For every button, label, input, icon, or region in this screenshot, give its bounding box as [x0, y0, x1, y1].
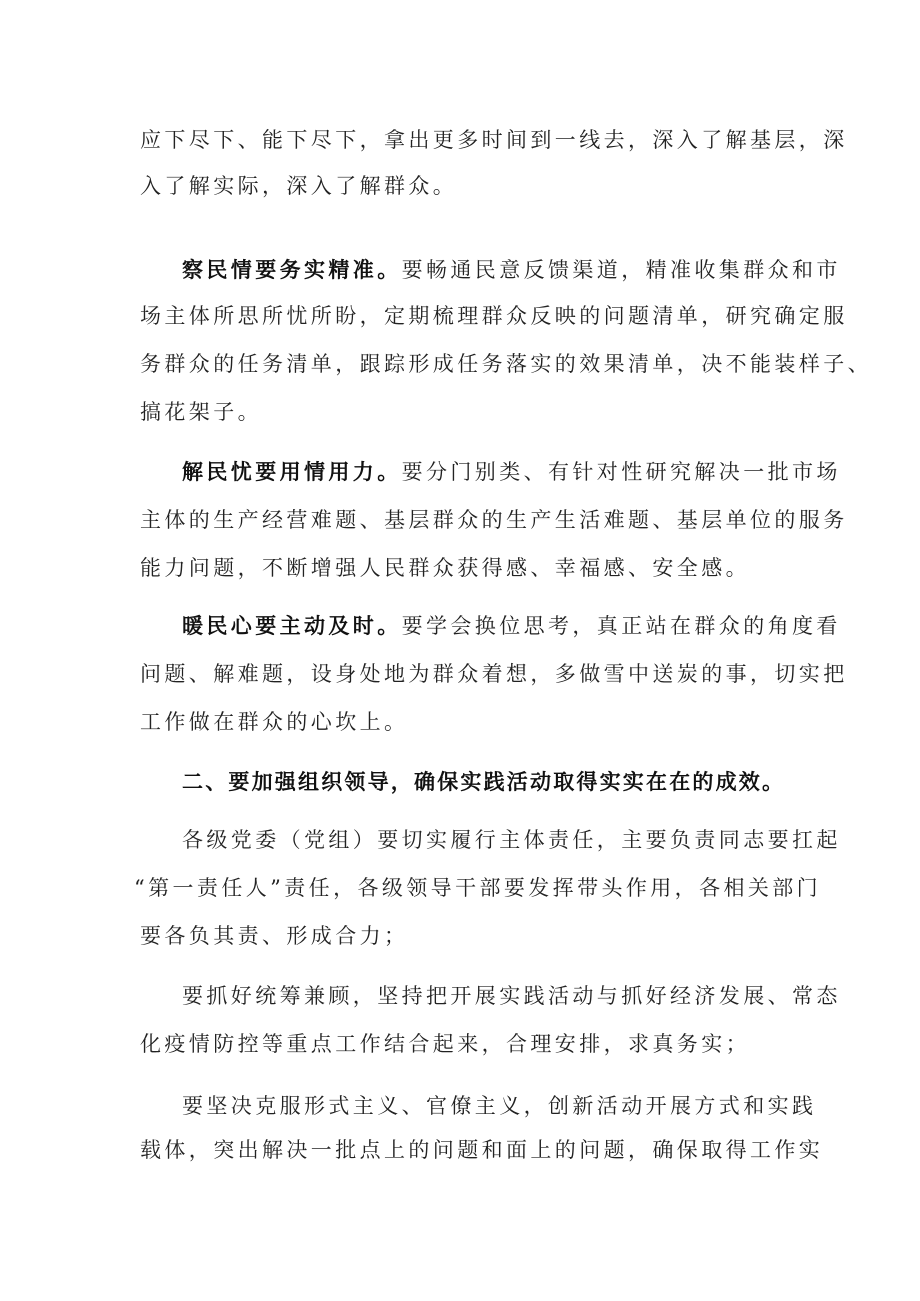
paragraph-4-line-3: 工作做在群众的心坎上。	[140, 710, 409, 734]
paragraph-3-line-2: 主体的生产经营难题、基层群众的生产生活难题、基层单位的服务	[140, 508, 848, 532]
paragraph-5-line-1: 各级党委（党组）要切实履行主体责任，主要负责同志要扛起	[182, 828, 841, 852]
paragraph-3-line-1	[182, 458, 841, 486]
paragraph-5-line-2: “第一责任人”责任，各级领导干部要发挥带头作用，各相关部门	[134, 876, 822, 900]
paragraph-7-line-1: 要坚决克服形式主义、官僚主义，创新活动开展方式和实践	[182, 1094, 817, 1118]
paragraph-4-text: 要学会换位思考，真正站在群众的角度看	[401, 614, 841, 638]
paragraph-2-line-1	[182, 256, 841, 284]
paragraph-1-line-2: 入了解实际，深入了解群众。	[140, 174, 458, 198]
paragraph-4-line-1	[182, 612, 841, 640]
paragraph-3-text: 要分门别类、有针对性研究解决一批市场	[401, 460, 841, 484]
paragraph-2-line-3: 务群众的任务清单，跟踪形成任务落实的效果清单，决不能装样子、	[140, 352, 872, 376]
paragraph-7-line-2: 载体，突出解决一批点上的问题和面上的问题，确保取得工作实	[140, 1138, 824, 1162]
paragraph-2-line-2: 场主体所思所忧所盼，定期梳理群众反映的问题清单，研究确定服	[140, 304, 848, 328]
paragraph-4-lead: 暖民心要主动及时。	[182, 613, 402, 638]
paragraph-3-lead: 解民忧要用情用力。	[182, 459, 402, 484]
paragraph-1-line-1: 应下尽下、能下尽下，拿出更多时间到一线去，深入了解基层，深	[140, 128, 848, 152]
paragraph-2-line-4: 搞花架子。	[140, 400, 262, 424]
paragraph-2-lead: 察民情要务实精准。	[182, 257, 402, 282]
paragraph-4-line-2: 问题、解难题，设身处地为群众着想，多做雪中送炭的事，切实把	[140, 662, 848, 686]
paragraph-5-line-3: 要各负其责、形成合力；	[140, 924, 409, 948]
paragraph-2-text: 要畅通民意反馈渠道，精准收集群众和市	[401, 258, 841, 282]
paragraph-3-line-3: 能力问题，不断增强人民群众获得感、幸福感、安全感。	[140, 556, 750, 580]
paragraph-6-line-2: 化疫情防控等重点工作结合起来，合理安排，求真务实；	[140, 1032, 750, 1056]
section-heading-2: 二、要加强组织领导，确保实践活动取得实实在在的成效。	[182, 769, 786, 794]
paragraph-6-line-1: 要抓好统筹兼顾，坚持把开展实践活动与抓好经济发展、常态	[182, 984, 841, 1008]
